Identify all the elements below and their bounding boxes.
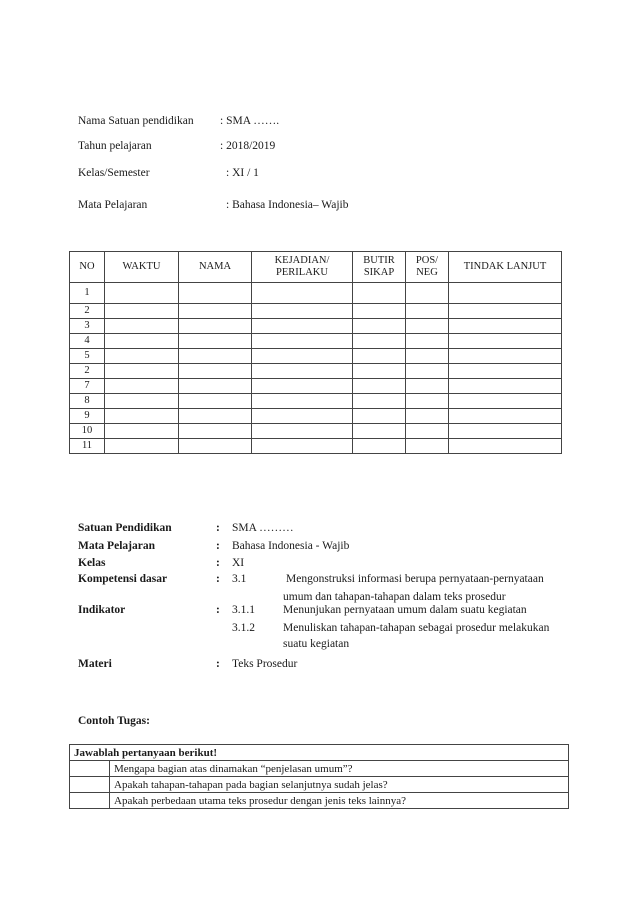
kd-text-line1: Mengonstruksi informasi berupa pernyataan-pernyataan	[286, 573, 544, 585]
table-cell	[449, 334, 562, 349]
table-cell	[105, 394, 179, 409]
table-cell	[252, 394, 353, 409]
header-value: : Bahasa Indonesia– Wajib	[226, 199, 349, 211]
task-question: Mengapa bagian atas dinamakan “penjelasan umum”?	[110, 761, 569, 777]
col-header-butir-line2: SIKAP	[363, 267, 395, 278]
table-cell	[406, 304, 449, 319]
table-cell	[105, 304, 179, 319]
info-colon: :	[216, 658, 220, 670]
table-cell	[449, 283, 562, 304]
table-cell	[449, 439, 562, 454]
task-number-cell	[70, 793, 110, 809]
table-row	[70, 379, 562, 394]
table-cell	[353, 334, 406, 349]
table-cell	[406, 364, 449, 379]
header-label: Tahun pelajaran	[78, 140, 152, 152]
col-header-kejadian-line1: KEJADIAN/	[274, 255, 330, 266]
info-label: Kelas	[78, 557, 106, 569]
table-row	[70, 283, 562, 304]
table-cell	[105, 424, 179, 439]
header-label: Mata Pelajaran	[78, 199, 148, 211]
table-cell	[105, 349, 179, 364]
table-cell	[179, 424, 252, 439]
info-colon: :	[216, 573, 220, 585]
col-header-tindak: TINDAK LANJUT	[449, 252, 562, 283]
info-label: Satuan Pendidikan	[78, 522, 172, 534]
table-cell	[353, 439, 406, 454]
info-label: Indikator	[78, 604, 126, 616]
table-cell	[406, 394, 449, 409]
table-row	[70, 409, 562, 424]
table-cell	[179, 394, 252, 409]
table-cell	[179, 439, 252, 454]
table-cell	[406, 379, 449, 394]
info-colon: :	[216, 557, 220, 569]
task-row	[70, 761, 569, 777]
table-cell	[252, 319, 353, 334]
table-cell	[252, 439, 353, 454]
table-cell	[179, 319, 252, 334]
kd-text-line2: umum dan tahapan-tahapan dalam teks prosedur	[283, 591, 506, 603]
row-number: 4	[70, 334, 105, 349]
table-cell	[179, 409, 252, 424]
info-value: Teks Prosedur	[232, 658, 298, 670]
info-colon: :	[216, 522, 220, 534]
table-cell	[353, 364, 406, 379]
table-cell	[449, 424, 562, 439]
header-label: Kelas/Semester	[78, 167, 150, 179]
table-cell	[406, 409, 449, 424]
table-cell	[406, 334, 449, 349]
table-cell	[449, 319, 562, 334]
kd-code: 3.1	[232, 573, 247, 585]
task-number-cell	[70, 761, 110, 777]
row-number: 9	[70, 409, 105, 424]
task-question: Apakah perbedaan utama teks prosedur dengan jenis teks lainnya?	[110, 793, 569, 809]
table-cell	[105, 364, 179, 379]
col-header-no: NO	[70, 252, 105, 283]
row-number: 8	[70, 394, 105, 409]
table-cell	[105, 319, 179, 334]
table-cell	[179, 304, 252, 319]
indikator-2-text-line2: suatu kegiatan	[283, 638, 350, 650]
observation-table	[69, 251, 562, 454]
table-cell	[179, 379, 252, 394]
table-cell	[449, 304, 562, 319]
info-label: Mata Pelajaran	[78, 540, 155, 552]
table-cell	[105, 409, 179, 424]
info-value: SMA ………	[232, 522, 294, 534]
header-label: Nama Satuan pendidikan	[78, 115, 194, 127]
table-cell	[449, 409, 562, 424]
table-cell	[252, 409, 353, 424]
info-label: Kompetensi dasar	[78, 573, 168, 585]
col-header-pos-line1: POS/	[415, 255, 439, 266]
table-cell	[252, 283, 353, 304]
row-number: 5	[70, 349, 105, 364]
table-row	[70, 364, 562, 379]
table-cell	[252, 424, 353, 439]
table-row	[70, 424, 562, 439]
table-cell	[179, 349, 252, 364]
table-cell	[252, 304, 353, 319]
table-row	[70, 439, 562, 454]
task-row	[70, 777, 569, 793]
col-header-pos-line2: NEG	[416, 267, 438, 278]
table-cell	[406, 283, 449, 304]
table-row	[70, 334, 562, 349]
table-cell	[353, 379, 406, 394]
info-colon: :	[216, 604, 220, 616]
table-cell	[252, 379, 353, 394]
row-number: 7	[70, 379, 105, 394]
table-header-row	[70, 252, 562, 283]
col-header-kejadian	[252, 252, 353, 283]
tasks-instruction-row	[70, 745, 569, 761]
table-cell	[105, 283, 179, 304]
task-question: Apakah tahapan-tahapan pada bagian selanjutnya sudah jelas?	[110, 777, 569, 793]
table-cell	[449, 364, 562, 379]
indikator-1-text: Menunjukan pernyataan umum dalam suatu kegiatan	[283, 604, 527, 616]
table-cell	[179, 283, 252, 304]
row-number: 2	[70, 304, 105, 319]
col-header-butir-line1: BUTIR	[363, 255, 395, 266]
table-cell	[179, 334, 252, 349]
col-header-kejadian-line2: PERILAKU	[276, 267, 328, 278]
table-cell	[353, 304, 406, 319]
row-number: 3	[70, 319, 105, 334]
header-value: : XI / 1	[226, 167, 259, 179]
info-colon: :	[216, 540, 220, 552]
table-cell	[353, 424, 406, 439]
table-cell	[449, 349, 562, 364]
table-cell	[105, 439, 179, 454]
table-cell	[406, 349, 449, 364]
table-cell	[449, 394, 562, 409]
row-number: 1	[70, 283, 105, 304]
indikator-1-code: 3.1.1	[232, 604, 255, 616]
table-cell	[353, 283, 406, 304]
indikator-2-code: 3.1.2	[232, 622, 255, 634]
table-cell	[105, 334, 179, 349]
tasks-instruction: Jawablah pertanyaan berikut!	[70, 745, 569, 761]
table-row	[70, 304, 562, 319]
table-cell	[105, 379, 179, 394]
row-number: 10	[70, 424, 105, 439]
info-value: XI	[232, 557, 245, 569]
table-cell	[179, 364, 252, 379]
table-row	[70, 394, 562, 409]
table-cell	[406, 424, 449, 439]
table-cell	[252, 334, 353, 349]
table-row	[70, 349, 562, 364]
table-cell	[406, 319, 449, 334]
row-number: 11	[70, 439, 105, 454]
col-header-nama: NAMA	[179, 252, 252, 283]
col-header-butir	[353, 252, 406, 283]
task-number-cell	[70, 777, 110, 793]
col-header-posneg	[406, 252, 449, 283]
table-cell	[252, 364, 353, 379]
row-number: 2	[70, 364, 105, 379]
info-value: Bahasa Indonesia - Wajib	[232, 540, 350, 552]
header-value: : SMA …….	[220, 115, 280, 127]
table-cell	[449, 379, 562, 394]
tasks-table	[69, 744, 569, 809]
table-cell	[353, 319, 406, 334]
table-cell	[406, 439, 449, 454]
table-cell	[353, 394, 406, 409]
info-label: Materi	[78, 658, 112, 670]
table-cell	[353, 409, 406, 424]
tasks-title: Contoh Tugas:	[78, 715, 150, 727]
table-cell	[353, 349, 406, 364]
table-cell	[252, 349, 353, 364]
header-value: : 2018/2019	[220, 140, 276, 152]
indikator-2-text-line1: Menuliskan tahapan-tahapan sebagai prosedur melakukan	[283, 622, 550, 634]
task-row	[70, 793, 569, 809]
col-header-waktu: WAKTU	[105, 252, 179, 283]
table-row	[70, 319, 562, 334]
